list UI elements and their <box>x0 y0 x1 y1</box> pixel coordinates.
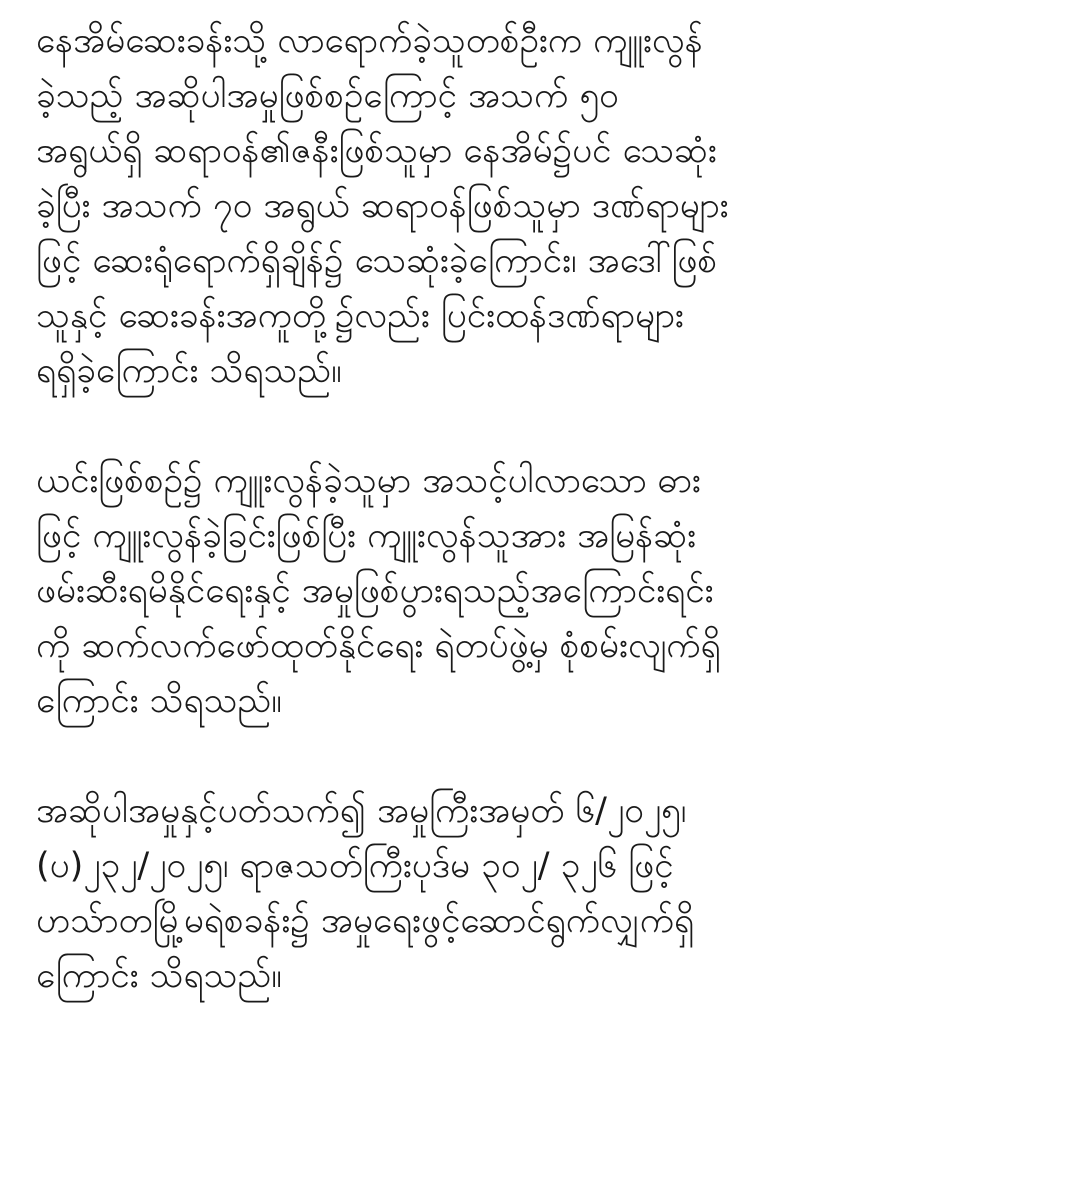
paragraph-spacer <box>36 729 1046 784</box>
text-line: ဖမ်းဆီးရမိနိုင်ရေးနှင့် အမှုဖြစ်ပွားရသည့်အကြောင်းရင်း <box>36 571 714 611</box>
text-line: ဟသ်ာတမြို့မရဲစခန်း၌ အမှုရေးဖွင့်ဆောင်ရွက်လျှက်ရှိ <box>36 901 695 941</box>
text-line: အရွယ်ရှိ ဆရာဝန်၏ဇနီးဖြစ်သူမှာ နေအိမ်၌ပင် သေဆုံး <box>36 131 717 171</box>
text-line: ကြောင်း သိရသည်။ <box>36 681 282 721</box>
text-line: ယင်းဖြစ်စဉ်၌ ကျူးလွန်ခဲ့သူမှာ အသင့်ပါလာသော ဓား <box>36 461 701 501</box>
text-line: ကြောင်း သိရသည်။ <box>36 956 282 996</box>
text-line: သူနှင့် ဆေးခန်းအကူတို့၌လည်း ပြင်းထန်ဒဏ်ရာများ <box>36 296 684 336</box>
text-line: ဖြင့် ကျူးလွန်ခဲ့ခြင်းဖြစ်ပြီး ကျူးလွန်သူအား အမြန်ဆုံး <box>36 516 696 556</box>
paragraph-2 <box>36 454 1046 729</box>
paragraph-1 <box>36 14 1046 399</box>
text-line: ကို ဆက်လက်ဖော်ထုတ်နိုင်ရေး ရဲတပ်ဖွဲ့မှ စုံစမ်းလျက်ရှိ <box>36 626 721 666</box>
text-line: အဆိုပါအမှုနှင့်ပတ်သက်၍ အမှုကြီးအမှတ် ၆/၂၀၂၅၊ <box>36 791 687 831</box>
paragraph-spacer <box>36 399 1046 454</box>
text-line: နေအိမ်ဆေးခန်းသို့ လာရောက်ခဲ့သူတစ်ဦးက ကျူးလွန် <box>36 21 703 61</box>
text-line: ခဲ့ပြီး အသက် ၇၀ အရွယ် ဆရာဝန်ဖြစ်သူမှာ ဒဏ်ရာများ <box>36 186 729 226</box>
text-line: ခဲ့သည့် အဆိုပါအမှုဖြစ်စဉ်ကြောင့် အသက် ၅၀ <box>36 76 619 116</box>
text-line: (ပ)၂၃၂/၂၀၂၅၊ ရာဇသတ်ကြီးပုဒ်မ ၃၀၂/ ၃၂၆ ဖြင့် <box>36 846 674 886</box>
paragraph-3 <box>36 784 1046 1004</box>
text-line: ဖြင့် ဆေးရုံရောက်ရှိချိန်၌ သေဆုံးခဲ့ကြောင်း၊ အဒေါ်ဖြစ် <box>36 241 718 281</box>
article-text <box>36 14 1046 1004</box>
text-line: ရရှိခဲ့ကြောင်း သိရသည်။ <box>36 351 342 391</box>
